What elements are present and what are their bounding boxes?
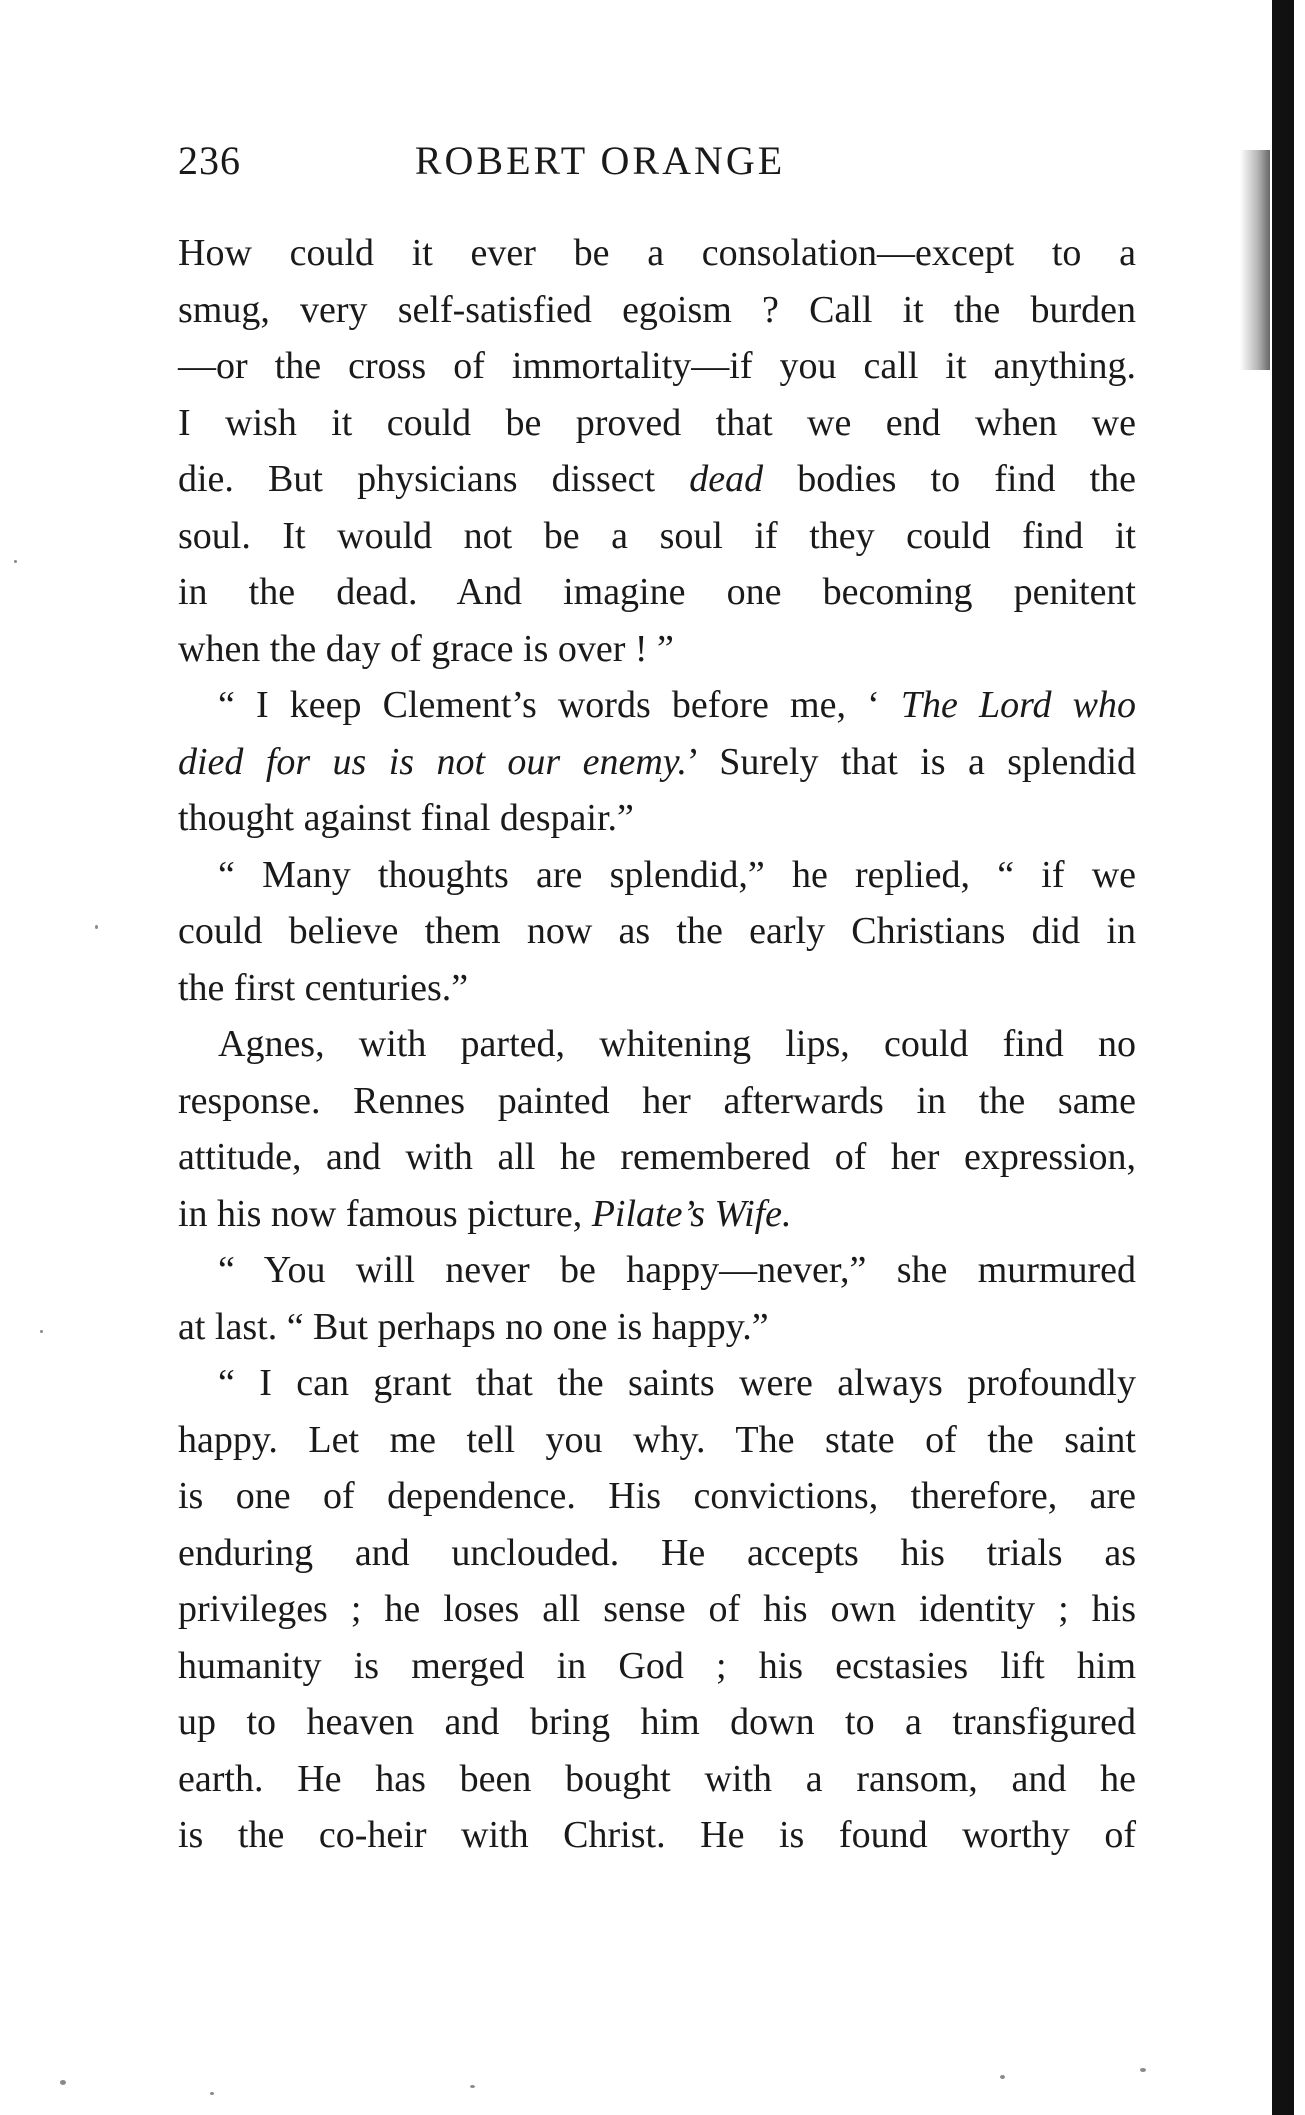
text-line: is the co-heir with Christ. He is found worthy of [178, 1814, 1136, 1856]
text-line: at last. “ But perhaps no one is happy.” [178, 1305, 769, 1348]
binding-edge [1272, 0, 1294, 2115]
text-line [178, 1186, 1136, 1243]
text-segment: in his now famous picture, [178, 1192, 583, 1235]
text-line: soul. It would not be a soul if they could find it [178, 514, 1136, 557]
text-line: “ I can grant that the saints were always profoundly [218, 1362, 1136, 1404]
text-line: privileges ; he loses all sense of his own identity ; his [178, 1588, 1136, 1630]
text-line: enduring and unclouded. He accepts his trials as [178, 1531, 1136, 1574]
italic-segment: Pilate’s Wife. [591, 1192, 792, 1235]
page-number: 236 [178, 138, 241, 183]
paper-speck [1140, 2068, 1146, 2072]
text-line: the first centuries.” [178, 966, 469, 1009]
text-line: “ You will never be happy—never,” she murmured [218, 1249, 1136, 1291]
text-line: Agnes, with parted, whitening lips, could find no [218, 1023, 1136, 1065]
text-line: when the day of grace is over ! ” [178, 627, 674, 670]
text-line: earth. He has been bought with a ransom, and he [178, 1757, 1136, 1800]
paper-speck [14, 560, 17, 563]
italic-segment: died for us is not our enemy. [178, 740, 688, 783]
text-line: attitude, and with all he remembered of her expression, [178, 1136, 1136, 1178]
text-segment: ’ Surely that is a splendid [687, 740, 1136, 783]
text-segment: bodies to find the [797, 458, 1137, 500]
text-line: smug, very self-satisfied egoism ? Call it the burden [178, 288, 1136, 331]
binding-shadow [1240, 150, 1270, 370]
body-text [178, 225, 1136, 1864]
running-title: ROBERT ORANGE [414, 138, 786, 183]
text-line: thought against final despair.” [178, 797, 634, 839]
italic-segment: The Lord who [900, 684, 1137, 726]
italic-segment: dead [689, 458, 764, 500]
paper-speck [210, 2092, 214, 2095]
text-line: response. Rennes painted her afterwards in the same [178, 1079, 1136, 1122]
text-line [178, 451, 1136, 508]
text-segment: “ I keep Clement’s words before me, ‘ [218, 684, 880, 726]
text-line: How could it ever be a consolation—except to a [178, 232, 1136, 274]
text-line [178, 734, 1136, 791]
paper-speck [40, 1330, 43, 1333]
paper-speck [95, 925, 98, 929]
paper-speck [60, 2080, 66, 2085]
paper-speck [470, 2085, 475, 2088]
paper-speck [1000, 2075, 1005, 2079]
text-line: humanity is merged in God ; his ecstasies lift him [178, 1644, 1136, 1687]
text-line: is one of dependence. His convictions, therefore, are [178, 1475, 1136, 1517]
text-line [178, 677, 1136, 734]
text-line: I wish it could be proved that we end when we [178, 401, 1136, 444]
text-line: “ Many thoughts are splendid,” he replied, “ if we [218, 853, 1136, 896]
text-line: happy. Let me tell you why. The state of the saint [178, 1418, 1136, 1461]
text-line: could believe them now as the early Christians did in [178, 910, 1136, 952]
text-line: in the dead. And imagine one becoming penitent [178, 571, 1136, 613]
text-segment: die. But physicians dissect [178, 458, 656, 500]
text-line: —or the cross of immortality—if you call it anything. [178, 345, 1136, 387]
text-line: up to heaven and bring him down to a transfigured [178, 1701, 1136, 1743]
